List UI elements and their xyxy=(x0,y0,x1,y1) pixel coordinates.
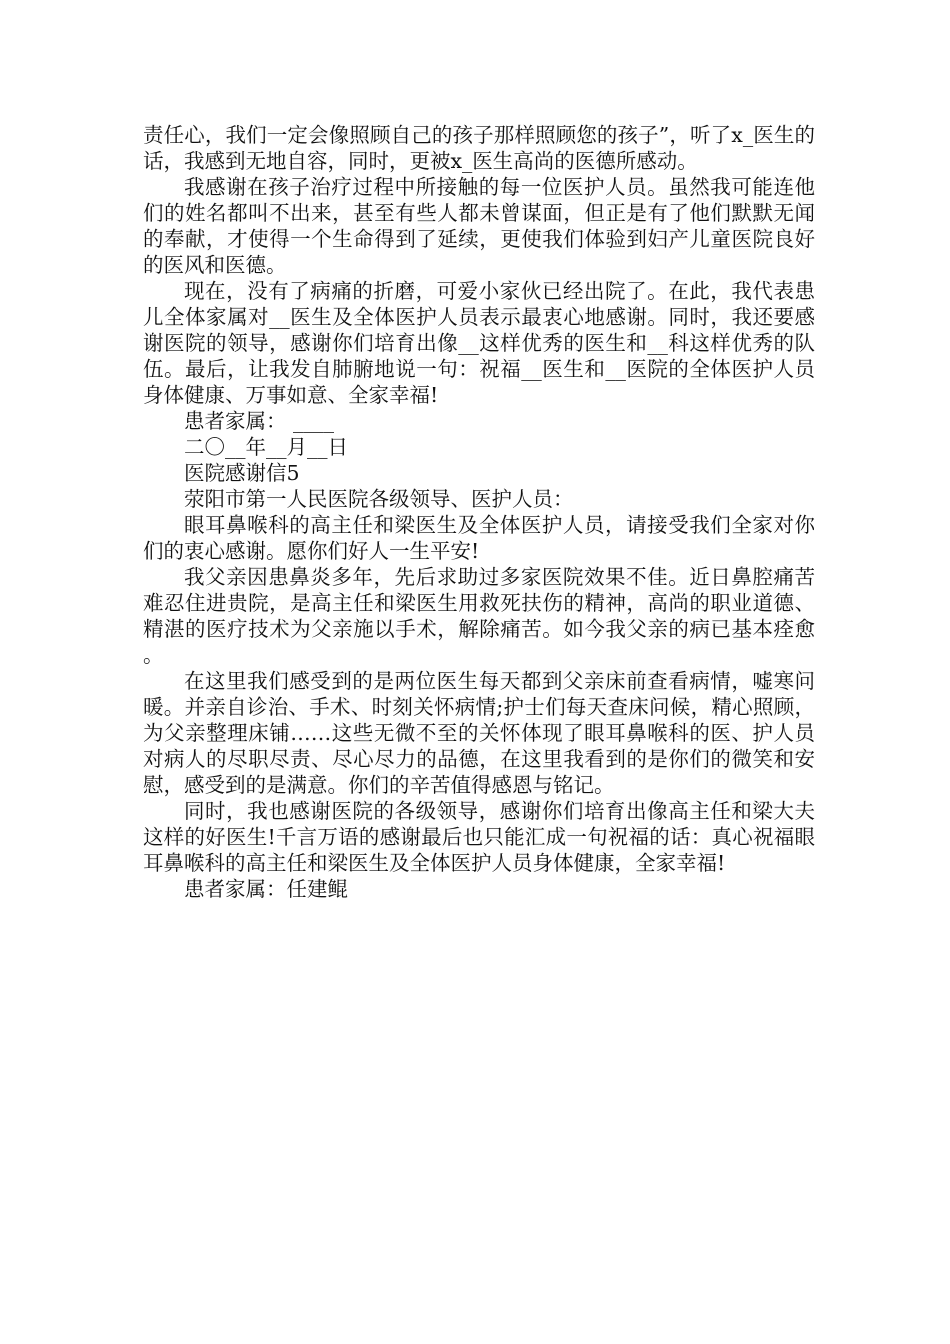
letter-salutation: 荥阳市第一人民医院各级领导、医护人员： xyxy=(184,487,574,511)
document-body xyxy=(143,122,815,902)
paragraph-thanks-staff: 我感谢在孩子治疗过程中所接触的每一位医护人员。虽然我可能连他们的姓名都叫不出来，甚至有些人都未曾谋面，但正是有了他们默默无闻的奉献，才使得一个生命得到了延续，更使我们体验到妇产儿童医院良好的医风和医德。 xyxy=(143,175,815,277)
date-line: 二〇__年__月__日 xyxy=(184,435,348,459)
paragraph-care: 在这里我们感受到的是两位医生每天都到父亲床前查看病情，嘘寒问暖。并亲自诊治、手术、时刻关怀病情;护士们每天查床问候，精心照顾，为父亲整理床铺……这些无微不至的关怀体现了眼耳鼻喉科的医、护人员对病人的尽职尽责、尽心尽力的品德，在这里我看到的是你们的微笑和安慰，感受到的是满意。你们的辛苦值得感恩与铭记。 xyxy=(143,669,815,797)
paragraph-closing-wishes: 同时，我也感谢医院的各级领导，感谢你们培育出像高主任和梁大夫这样的好医生!千言万语的感谢最后也只能汇成一句祝福的话：真心祝福眼耳鼻喉科的高主任和梁医生及全体医护人员身体健康，全家幸福! xyxy=(143,799,815,875)
paragraph-continuation: 责任心，我们一定会像照顾自己的孩子那样照顾您的孩子”，听了x_医生的话，我感到无地自容，同时，更被x_医生高尚的医德所感动。 xyxy=(143,123,815,173)
paragraph-treatment: 我父亲因患鼻炎多年，先后求助过多家医院效果不佳。近日鼻腔痛苦难忍住进贵院，是高主任和梁医生用救死扶伤的精神，高尚的职业道德、精湛的医疗技术为父亲施以手术，解除痛苦。如今我父亲的病已基本痊愈。 xyxy=(143,565,815,667)
paragraph-discharge-thanks: 现在，没有了病痛的折磨，可爱小家伙已经出院了。在此，我代表患儿全体家属对__医生及全体医护人员表示最衷心地感谢。同时，我还要感谢医院的领导，感谢你们培育出像__这样优秀的医生和__科这样优秀的队伍。最后，让我发自肺腑地说一句：祝福__医生和__医院的全体医护人员身体健康、万事如意、全家幸福! xyxy=(143,279,815,407)
signature-line-2: 患者家属：任建鲲 xyxy=(184,877,348,901)
paragraph-greeting: 眼耳鼻喉科的高主任和梁医生及全体医护人员，请接受我们全家对你们的衷心感谢。愿你们好人一生平安! xyxy=(143,513,815,563)
signature-line-1: 患者家属： ____ xyxy=(184,409,335,433)
letter-title: 医院感谢信5 xyxy=(184,461,300,485)
